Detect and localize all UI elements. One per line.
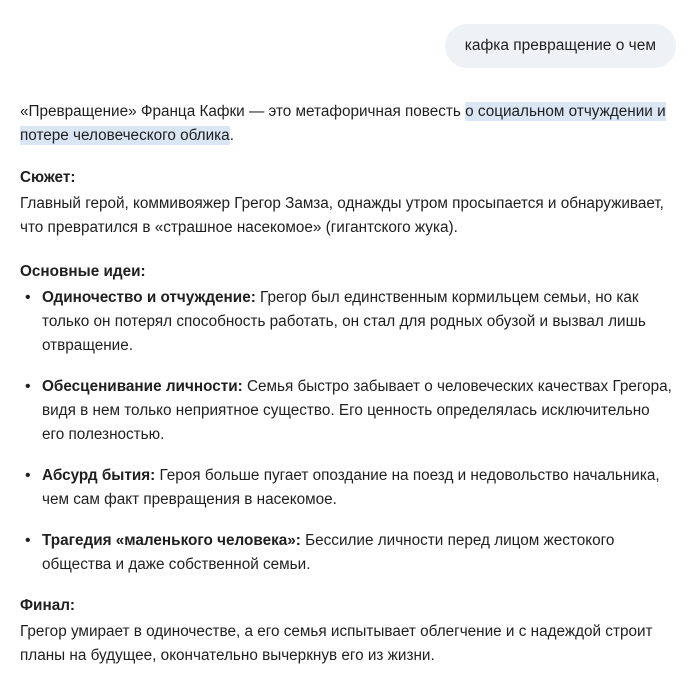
idea-text: Семья быстро забывает о человеческих качествах Грегора, видя в нем только неприятное существо. Его ценность определялась исключительно его полезностью. xyxy=(42,378,672,443)
user-message-row xyxy=(0,0,694,68)
idea-lead: Обесценивание личности: xyxy=(42,378,243,395)
idea-lead: Одиночество и отчуждение: xyxy=(42,289,256,306)
intro-highlighted-text: о социальном отчуждении и потере человеческого облика xyxy=(20,103,666,144)
list-item xyxy=(20,375,674,447)
plot-text: Главный герой, коммивояжер Грегор Замза, однажды утром просыпается и обнаруживает, что превратился в «страшное насекомое» (гигантского жука). xyxy=(20,195,664,236)
user-message-bubble: кафка превращение о чем xyxy=(445,24,676,68)
ideas-list xyxy=(20,286,674,577)
idea-text: Бессилие личности перед лицом жестокого общества и даже собственной семьи. xyxy=(42,532,615,573)
list-item xyxy=(20,464,674,512)
final-block xyxy=(20,594,674,668)
intro-paragraph xyxy=(20,100,674,148)
list-item xyxy=(20,286,674,358)
final-heading: Финал: xyxy=(20,597,76,614)
idea-text: Грегор был единственным кормильцем семьи, но как только он потерял способность работать, он стал для родных обузой и вызвал лишь отвращение. xyxy=(42,289,646,354)
assistant-answer xyxy=(0,68,694,668)
intro-suffix-text: . xyxy=(229,127,234,144)
idea-lead: Абсурд бытия: xyxy=(42,467,156,484)
list-item xyxy=(20,529,674,577)
idea-lead: Трагедия «маленького человека»: xyxy=(42,532,301,549)
final-text: Грегор умирает в одиночестве, а его семья испытывает облегчение и с надеждой строит планы на будущее, окончательно вычеркнув его из жизни. xyxy=(20,623,653,664)
idea-text: Героя больше пугает опоздание на поезд и недовольство начальника, чем сам факт превращения в насекомое. xyxy=(42,467,660,508)
plot-heading: Сюжет: xyxy=(20,169,76,186)
intro-prefix-text: «Превращение» Франца Кафки — это метафоричная повесть xyxy=(20,103,466,120)
ideas-heading: Основные идеи: xyxy=(20,263,146,280)
